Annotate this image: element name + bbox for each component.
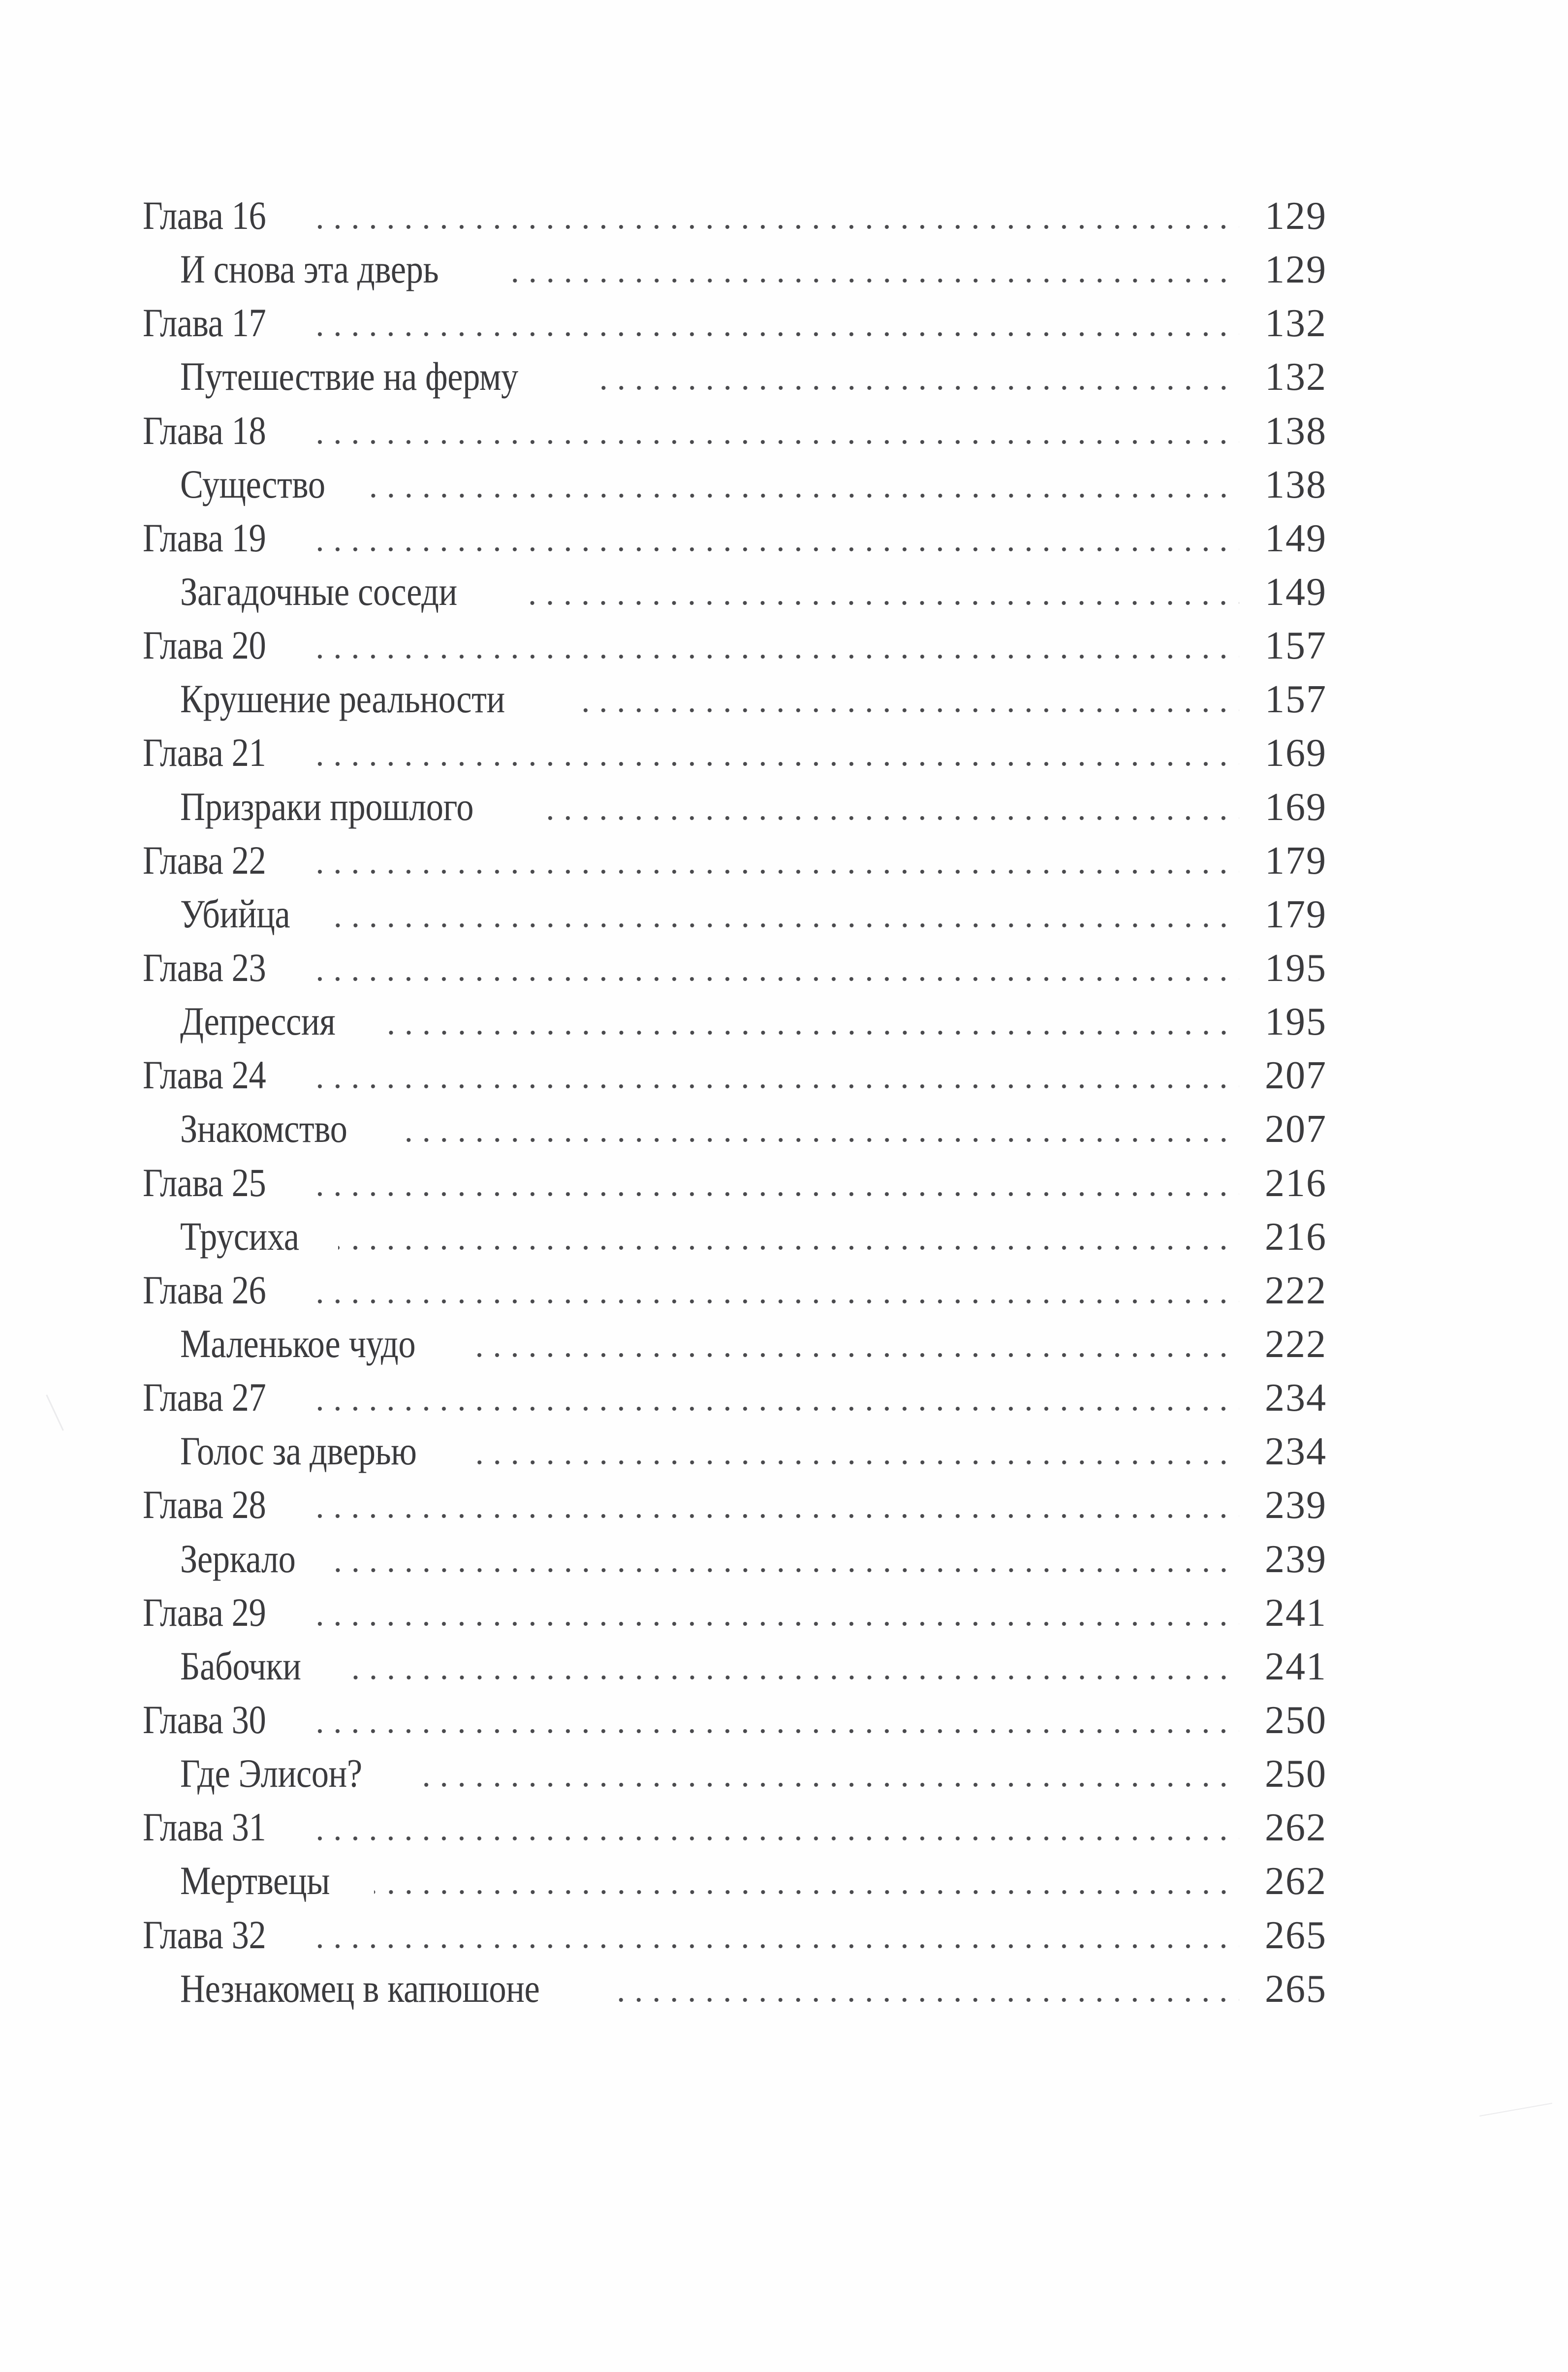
toc-page-number: 241 bbox=[1265, 1591, 1327, 1635]
toc-chapter-row[interactable] bbox=[143, 189, 1326, 242]
dot-leader bbox=[306, 977, 1239, 982]
toc-entry-title: Глава 27 bbox=[143, 1375, 266, 1420]
toc-page-number: 262 bbox=[1265, 1860, 1327, 1903]
toc-entry-title: Глава 21 bbox=[143, 730, 266, 775]
dot-leader bbox=[475, 1460, 1239, 1465]
dot-leader bbox=[306, 1514, 1239, 1519]
toc-entry-title: И снова эта дверь bbox=[180, 247, 439, 292]
toc-subtitle-row[interactable] bbox=[143, 1746, 1326, 1800]
dot-leader bbox=[328, 923, 1239, 928]
toc-chapter-row[interactable] bbox=[143, 404, 1326, 457]
toc-chapter-row[interactable] bbox=[143, 296, 1326, 349]
dot-leader bbox=[369, 494, 1239, 499]
toc-page-number: 157 bbox=[1265, 678, 1327, 722]
toc-entry-title: Путешествие на ферму bbox=[180, 354, 518, 399]
dot-leader bbox=[306, 655, 1239, 660]
toc-chapter-row[interactable] bbox=[143, 1370, 1326, 1424]
toc-page-number: 207 bbox=[1265, 1107, 1327, 1151]
toc-page-number: 250 bbox=[1265, 1698, 1327, 1742]
toc-entry-title: Глава 23 bbox=[143, 945, 266, 990]
toc-page-number: 216 bbox=[1265, 1215, 1327, 1259]
toc-entry-title: Загадочные соседи bbox=[180, 569, 457, 614]
dot-leader bbox=[618, 1998, 1239, 2003]
toc-page-number: 216 bbox=[1265, 1161, 1327, 1205]
toc-entry-title: Существо bbox=[180, 461, 325, 506]
dot-leader bbox=[593, 386, 1239, 391]
toc-page-number: 265 bbox=[1265, 1967, 1327, 2011]
dot-leader bbox=[374, 1890, 1239, 1895]
toc-entry-title: Глава 25 bbox=[143, 1160, 266, 1205]
toc-page-number: 222 bbox=[1265, 1268, 1327, 1312]
toc-page-number: 262 bbox=[1265, 1806, 1327, 1850]
toc-entry-title: Крушение реальности bbox=[180, 676, 505, 722]
toc-subtitle-row[interactable] bbox=[143, 1532, 1326, 1585]
toc-entry-title: Глава 22 bbox=[143, 837, 266, 883]
toc-entry-title: Глава 31 bbox=[143, 1804, 266, 1850]
toc-subtitle-row[interactable] bbox=[143, 349, 1326, 403]
toc-page-number: 169 bbox=[1265, 785, 1327, 829]
toc-chapter-row[interactable] bbox=[143, 1263, 1326, 1317]
dot-leader bbox=[306, 1192, 1239, 1197]
toc-chapter-row[interactable] bbox=[143, 1800, 1326, 1854]
table-of-contents bbox=[143, 189, 1326, 2015]
toc-page-number: 149 bbox=[1265, 516, 1327, 560]
toc-entry-title: Голос за дверью bbox=[180, 1428, 417, 1474]
toc-subtitle-row[interactable] bbox=[143, 1102, 1326, 1155]
dot-leader bbox=[394, 1138, 1239, 1143]
toc-subtitle-row[interactable] bbox=[143, 1209, 1326, 1263]
toc-subtitle-row[interactable] bbox=[143, 457, 1326, 511]
dot-leader bbox=[306, 1407, 1239, 1412]
toc-subtitle-row[interactable] bbox=[143, 994, 1326, 1048]
dot-leader bbox=[541, 816, 1239, 821]
toc-entry-title: Незнакомец в капюшоне bbox=[180, 1965, 540, 2011]
toc-page-number: 265 bbox=[1265, 1913, 1327, 1957]
toc-page-number: 234 bbox=[1265, 1430, 1327, 1474]
toc-subtitle-row[interactable] bbox=[143, 1317, 1326, 1370]
toc-entry-title: Глава 18 bbox=[143, 408, 266, 453]
toc-page-number: 195 bbox=[1265, 946, 1327, 990]
dot-leader bbox=[306, 1299, 1239, 1304]
toc-entry-title: Глава 19 bbox=[143, 515, 266, 560]
toc-page-number: 157 bbox=[1265, 624, 1327, 668]
dot-leader bbox=[577, 708, 1239, 713]
dot-leader bbox=[306, 1622, 1239, 1627]
toc-entry-title: Глава 17 bbox=[143, 300, 266, 346]
toc-entry-title: Маленькое чудо bbox=[180, 1321, 416, 1366]
toc-page-number: 239 bbox=[1265, 1537, 1327, 1581]
toc-chapter-row[interactable] bbox=[143, 1478, 1326, 1531]
toc-page-number: 250 bbox=[1265, 1752, 1327, 1796]
toc-page-number: 138 bbox=[1265, 409, 1327, 453]
dot-leader bbox=[341, 1676, 1239, 1680]
toc-page-number: 138 bbox=[1265, 463, 1327, 506]
dot-leader bbox=[306, 332, 1239, 337]
toc-subtitle-row[interactable] bbox=[143, 780, 1326, 833]
dot-leader bbox=[306, 1836, 1239, 1841]
dot-leader bbox=[380, 1031, 1239, 1036]
toc-entry-title: Депрессия bbox=[180, 999, 336, 1044]
toc-page-number: 234 bbox=[1265, 1376, 1327, 1420]
toc-page-number: 169 bbox=[1265, 731, 1327, 775]
toc-chapter-row[interactable] bbox=[143, 941, 1326, 994]
toc-entry-title: Призраки прошлого bbox=[180, 784, 474, 829]
dot-leader bbox=[306, 1084, 1239, 1089]
toc-page-number: 179 bbox=[1265, 839, 1327, 883]
toc-chapter-row[interactable] bbox=[143, 1908, 1326, 1961]
scan-artifact bbox=[46, 1394, 64, 1431]
toc-subtitle-row[interactable] bbox=[143, 242, 1326, 296]
toc-subtitle-row[interactable] bbox=[143, 565, 1326, 618]
dot-leader bbox=[522, 601, 1239, 606]
toc-subtitle-row[interactable] bbox=[143, 672, 1326, 726]
toc-entry-title: Трусиха bbox=[180, 1213, 299, 1259]
toc-entry-title: Глава 20 bbox=[143, 623, 266, 668]
toc-entry-title: Где Элисон? bbox=[180, 1751, 362, 1796]
toc-page-number: 179 bbox=[1265, 892, 1327, 936]
toc-page-number: 129 bbox=[1265, 248, 1327, 292]
toc-entry-title: Глава 32 bbox=[143, 1912, 266, 1957]
toc-chapter-row[interactable] bbox=[143, 1585, 1326, 1639]
toc-chapter-row[interactable] bbox=[143, 726, 1326, 779]
toc-subtitle-row[interactable] bbox=[143, 1854, 1326, 1907]
dot-leader bbox=[501, 279, 1239, 284]
toc-subtitle-row[interactable] bbox=[143, 1639, 1326, 1693]
toc-page-number: 241 bbox=[1265, 1645, 1327, 1688]
scan-artifact bbox=[1479, 2103, 1552, 2117]
toc-entry-title: Зеркало bbox=[180, 1536, 296, 1581]
toc-subtitle-row[interactable] bbox=[143, 887, 1326, 941]
toc-entry-title: Глава 29 bbox=[143, 1589, 266, 1635]
dot-leader bbox=[306, 1944, 1239, 1949]
toc-chapter-row[interactable] bbox=[143, 1048, 1326, 1102]
toc-chapter-row[interactable] bbox=[143, 1156, 1326, 1209]
toc-page-number: 132 bbox=[1265, 355, 1327, 399]
toc-entry-title: Глава 16 bbox=[143, 193, 266, 238]
toc-page-number: 195 bbox=[1265, 1000, 1327, 1044]
dot-leader bbox=[473, 1353, 1239, 1358]
toc-chapter-row[interactable] bbox=[143, 618, 1326, 672]
toc-page-number: 239 bbox=[1265, 1484, 1327, 1527]
dot-leader bbox=[334, 1568, 1239, 1573]
toc-page-number: 149 bbox=[1265, 570, 1327, 614]
toc-entry-title: Глава 24 bbox=[143, 1052, 266, 1098]
toc-chapter-row[interactable] bbox=[143, 1693, 1326, 1746]
toc-chapter-row[interactable] bbox=[143, 833, 1326, 887]
dot-leader bbox=[306, 225, 1239, 230]
toc-chapter-row[interactable] bbox=[143, 511, 1326, 565]
dot-leader bbox=[306, 547, 1239, 552]
dot-leader bbox=[411, 1783, 1239, 1788]
dot-leader bbox=[306, 870, 1239, 875]
toc-entry-title: Глава 26 bbox=[143, 1267, 266, 1312]
toc-entry-title: Знакомство bbox=[180, 1106, 347, 1151]
toc-page-number: 222 bbox=[1265, 1322, 1327, 1366]
dot-leader bbox=[338, 1246, 1239, 1251]
toc-entry-title: Убийца bbox=[180, 891, 290, 936]
dot-leader bbox=[306, 440, 1239, 445]
toc-entry-title: Глава 28 bbox=[143, 1482, 266, 1527]
toc-entry-title: Бабочки bbox=[180, 1643, 301, 1688]
toc-subtitle-row[interactable] bbox=[143, 1961, 1326, 2015]
dot-leader bbox=[306, 1729, 1239, 1734]
toc-subtitle-row[interactable] bbox=[143, 1424, 1326, 1478]
dot-leader bbox=[306, 762, 1239, 767]
toc-entry-title: Мертвецы bbox=[180, 1858, 330, 1903]
toc-page-number: 129 bbox=[1265, 194, 1327, 238]
toc-entry-title: Глава 30 bbox=[143, 1697, 266, 1742]
toc-page-number: 132 bbox=[1265, 302, 1327, 346]
toc-page-number: 207 bbox=[1265, 1054, 1327, 1098]
